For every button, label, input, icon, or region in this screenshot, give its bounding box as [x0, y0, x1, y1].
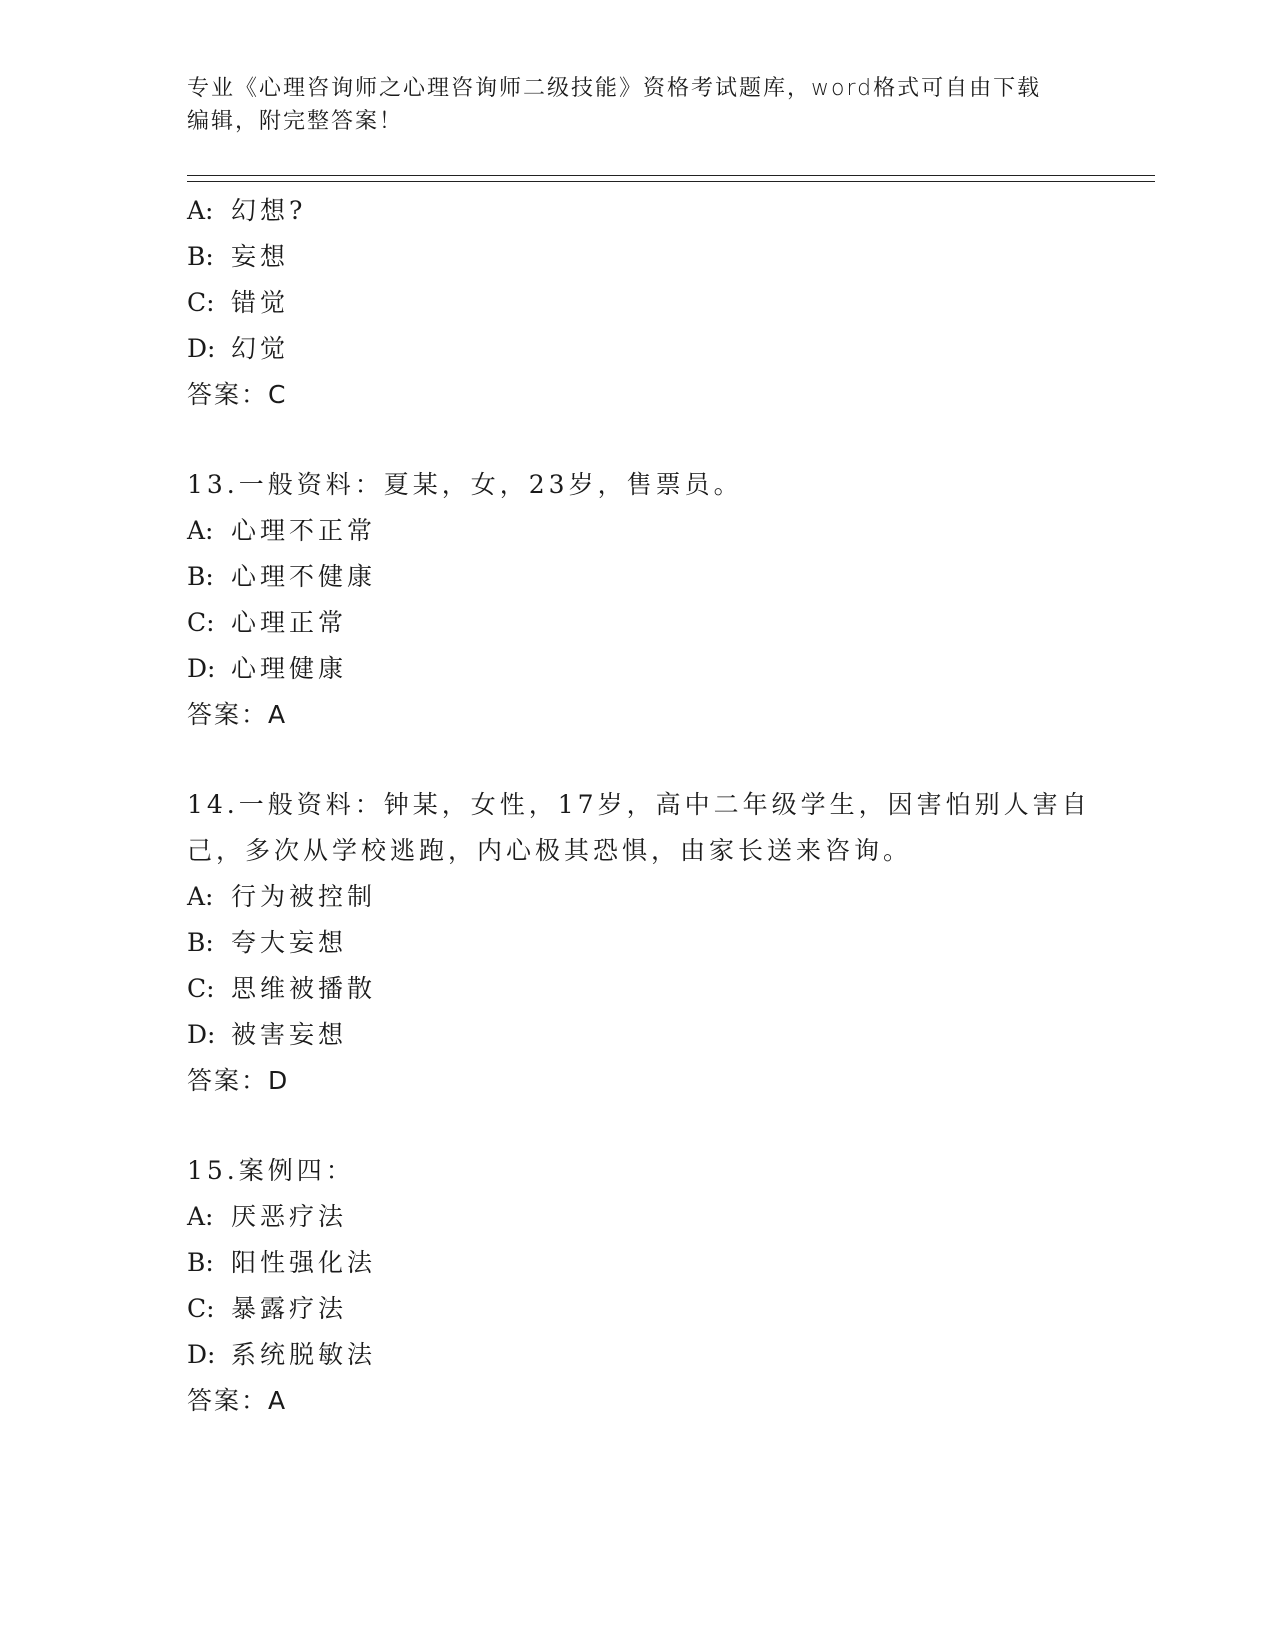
option-d: D: 幻觉: [187, 334, 290, 363]
answer: 答案：D: [187, 1066, 290, 1095]
question-12: [187, 188, 1087, 418]
document-header: [187, 72, 1087, 138]
question-15: [187, 1148, 1087, 1424]
question-list: [187, 188, 1091, 1424]
option-b: B: 夸大妄想: [187, 928, 348, 957]
option-d: D: 系统脱敏法: [187, 1340, 377, 1369]
header-line-1: 专业《心理咨询师之心理咨询师二级技能》资格考试题库，word格式可自由下载: [187, 76, 1042, 101]
option-c: C: 心理正常: [187, 608, 348, 637]
header-divider-bottom: [187, 181, 1155, 182]
option-a: A: 行为被控制: [187, 882, 377, 911]
header-line-2: 编辑，附完整答案！: [187, 109, 404, 134]
option-b: B: 阳性强化法: [187, 1248, 377, 1277]
option-a: A: 心理不正常: [187, 516, 377, 545]
question-stem-line-1: 14.一般资料：钟某，女性，17岁，高中二年级学生，因害怕别人害自: [187, 790, 1091, 819]
option-c: C: 思维被播散: [187, 974, 377, 1003]
header-divider-top: [187, 175, 1155, 176]
option-b: B: 心理不健康: [187, 562, 377, 591]
option-a: A: 幻想?: [187, 196, 307, 225]
option-c: C: 暴露疗法: [187, 1294, 348, 1323]
question-13: [187, 462, 1087, 738]
option-d: D: 心理健康: [187, 654, 348, 683]
question-stem: 13.一般资料：夏某，女，23岁，售票员。: [187, 470, 743, 499]
question-stem: 15.案例四：: [187, 1156, 355, 1185]
option-c: C: 错觉: [187, 288, 290, 317]
option-b: B: 妄想: [187, 242, 290, 271]
answer: 答案：A: [187, 1386, 288, 1415]
answer: 答案：C: [187, 380, 288, 409]
answer: 答案：A: [187, 700, 288, 729]
question-stem-line-2: 己，多次从学校逃跑，内心极其恐惧，由家长送来咨询。: [187, 836, 913, 865]
option-a: A: 厌恶疗法: [187, 1202, 348, 1231]
question-14: [187, 782, 1091, 1104]
option-d: D: 被害妄想: [187, 1020, 348, 1049]
